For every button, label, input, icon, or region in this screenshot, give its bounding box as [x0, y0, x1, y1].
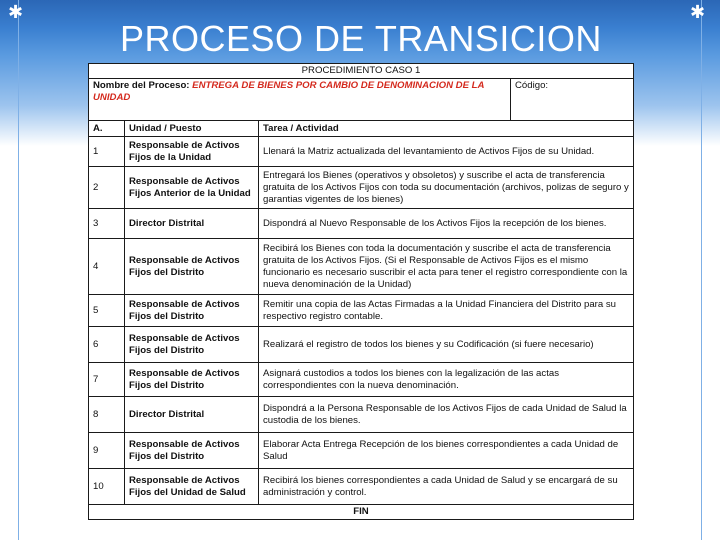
row-task: Asignará custodios a todos los bienes con la legalización de las actas correspondientes con la nueva denominación.	[259, 363, 634, 397]
process-name-cell	[89, 79, 511, 121]
row-number: 6	[89, 327, 125, 363]
table-row	[89, 167, 634, 209]
row-number: 10	[89, 469, 125, 505]
frame-line-left	[18, 0, 19, 540]
column-header-number: A.	[89, 121, 125, 137]
row-unit: Responsable de Activos Fijos del Distrito	[125, 239, 259, 295]
table-row	[89, 327, 634, 363]
row-unit: Responsable de Activos Fijos del Distrito	[125, 363, 259, 397]
row-number: 4	[89, 239, 125, 295]
table-row	[89, 295, 634, 327]
row-task: Dispondrá a la Persona Responsable de los Activos Fijos de cada Unidad de Salud la custodia de los bienes.	[259, 397, 634, 433]
table-row	[89, 433, 634, 469]
row-unit: Director Distrital	[125, 209, 259, 239]
star-icon: ✱	[8, 2, 24, 22]
column-header-unit: Unidad / Puesto	[125, 121, 259, 137]
procedure-document	[88, 63, 633, 525]
slide-title: PROCESO DE TRANSICION	[120, 18, 602, 59]
row-task: Elaborar Acta Entrega Recepción de los bienes correspondientes a cada Unidad de Salud	[259, 433, 634, 469]
row-number: 9	[89, 433, 125, 469]
row-number: 8	[89, 397, 125, 433]
code-cell	[511, 79, 634, 121]
row-unit: Responsable de Activos Fijos del Unidad de Salud	[125, 469, 259, 505]
row-number: 1	[89, 137, 125, 167]
table-row	[89, 209, 634, 239]
table-row	[89, 397, 634, 433]
row-task: Recibirá los Bienes con toda la documentación y suscribe el acta de transferencia gratuita de los Activos Fijos. (Si el Responsable de Activos Fijos es el mismo funcionario es necesario suscribir el acta para tener el registro correspondiente con la nueva denominación de la Unidad)	[259, 239, 634, 295]
row-unit: Responsable de Activos Fijos del Distrito	[125, 433, 259, 469]
row-task: Recibirá los bienes correspondientes a cada Unidad de Salud y se encargará de su administración y control.	[259, 469, 634, 505]
procedure-footer: FIN	[89, 505, 634, 520]
star-icon: ✱	[690, 2, 706, 22]
row-task: Llenará la Matriz actualizada del levantamiento de Activos Fijos de su Unidad.	[259, 137, 634, 167]
procedure-table	[88, 63, 634, 520]
row-unit: Responsable de Activos Fijos de la Unidad	[125, 137, 259, 167]
row-task: Entregará los Bienes (operativos y obsoletos) y suscribe el acta de transferencia gratuita de los Activos Fijos con toda su documentación (archivos, polizas de seguro y garantias vigentes de los bienes)	[259, 167, 634, 209]
row-number: 7	[89, 363, 125, 397]
row-unit: Responsable de Activos Fijos Anterior de la Unidad	[125, 167, 259, 209]
table-row	[89, 239, 634, 295]
code-label: Código:	[515, 80, 549, 91]
row-number: 5	[89, 295, 125, 327]
procedure-heading: PROCEDIMIENTO CASO 1	[89, 64, 634, 79]
process-label: Nombre del Proceso:	[93, 80, 190, 91]
table-row	[89, 363, 634, 397]
row-unit: Responsable de Activos Fijos del Distrito	[125, 295, 259, 327]
row-number: 3	[89, 209, 125, 239]
row-unit: Responsable de Activos Fijos del Distrito	[125, 327, 259, 363]
table-row	[89, 137, 634, 167]
row-task: Remitir una copia de las Actas Firmadas a la Unidad Financiera del Distrito para su respectivo registro contable.	[259, 295, 634, 327]
column-header-task: Tarea / Actividad	[259, 121, 634, 137]
row-task: Dispondrá al Nuevo Responsable de los Activos Fijos la recepción de los bienes.	[259, 209, 634, 239]
row-unit: Director Distrital	[125, 397, 259, 433]
row-task: Realizará el registro de todos los bienes y su Codificación (si fuere necesario)	[259, 327, 634, 363]
process-name: ENTREGA DE BIENES POR CAMBIO DE DENOMINACION DE LA UNIDAD	[93, 80, 485, 103]
frame-line-right	[701, 0, 702, 540]
row-number: 2	[89, 167, 125, 209]
table-row	[89, 469, 634, 505]
